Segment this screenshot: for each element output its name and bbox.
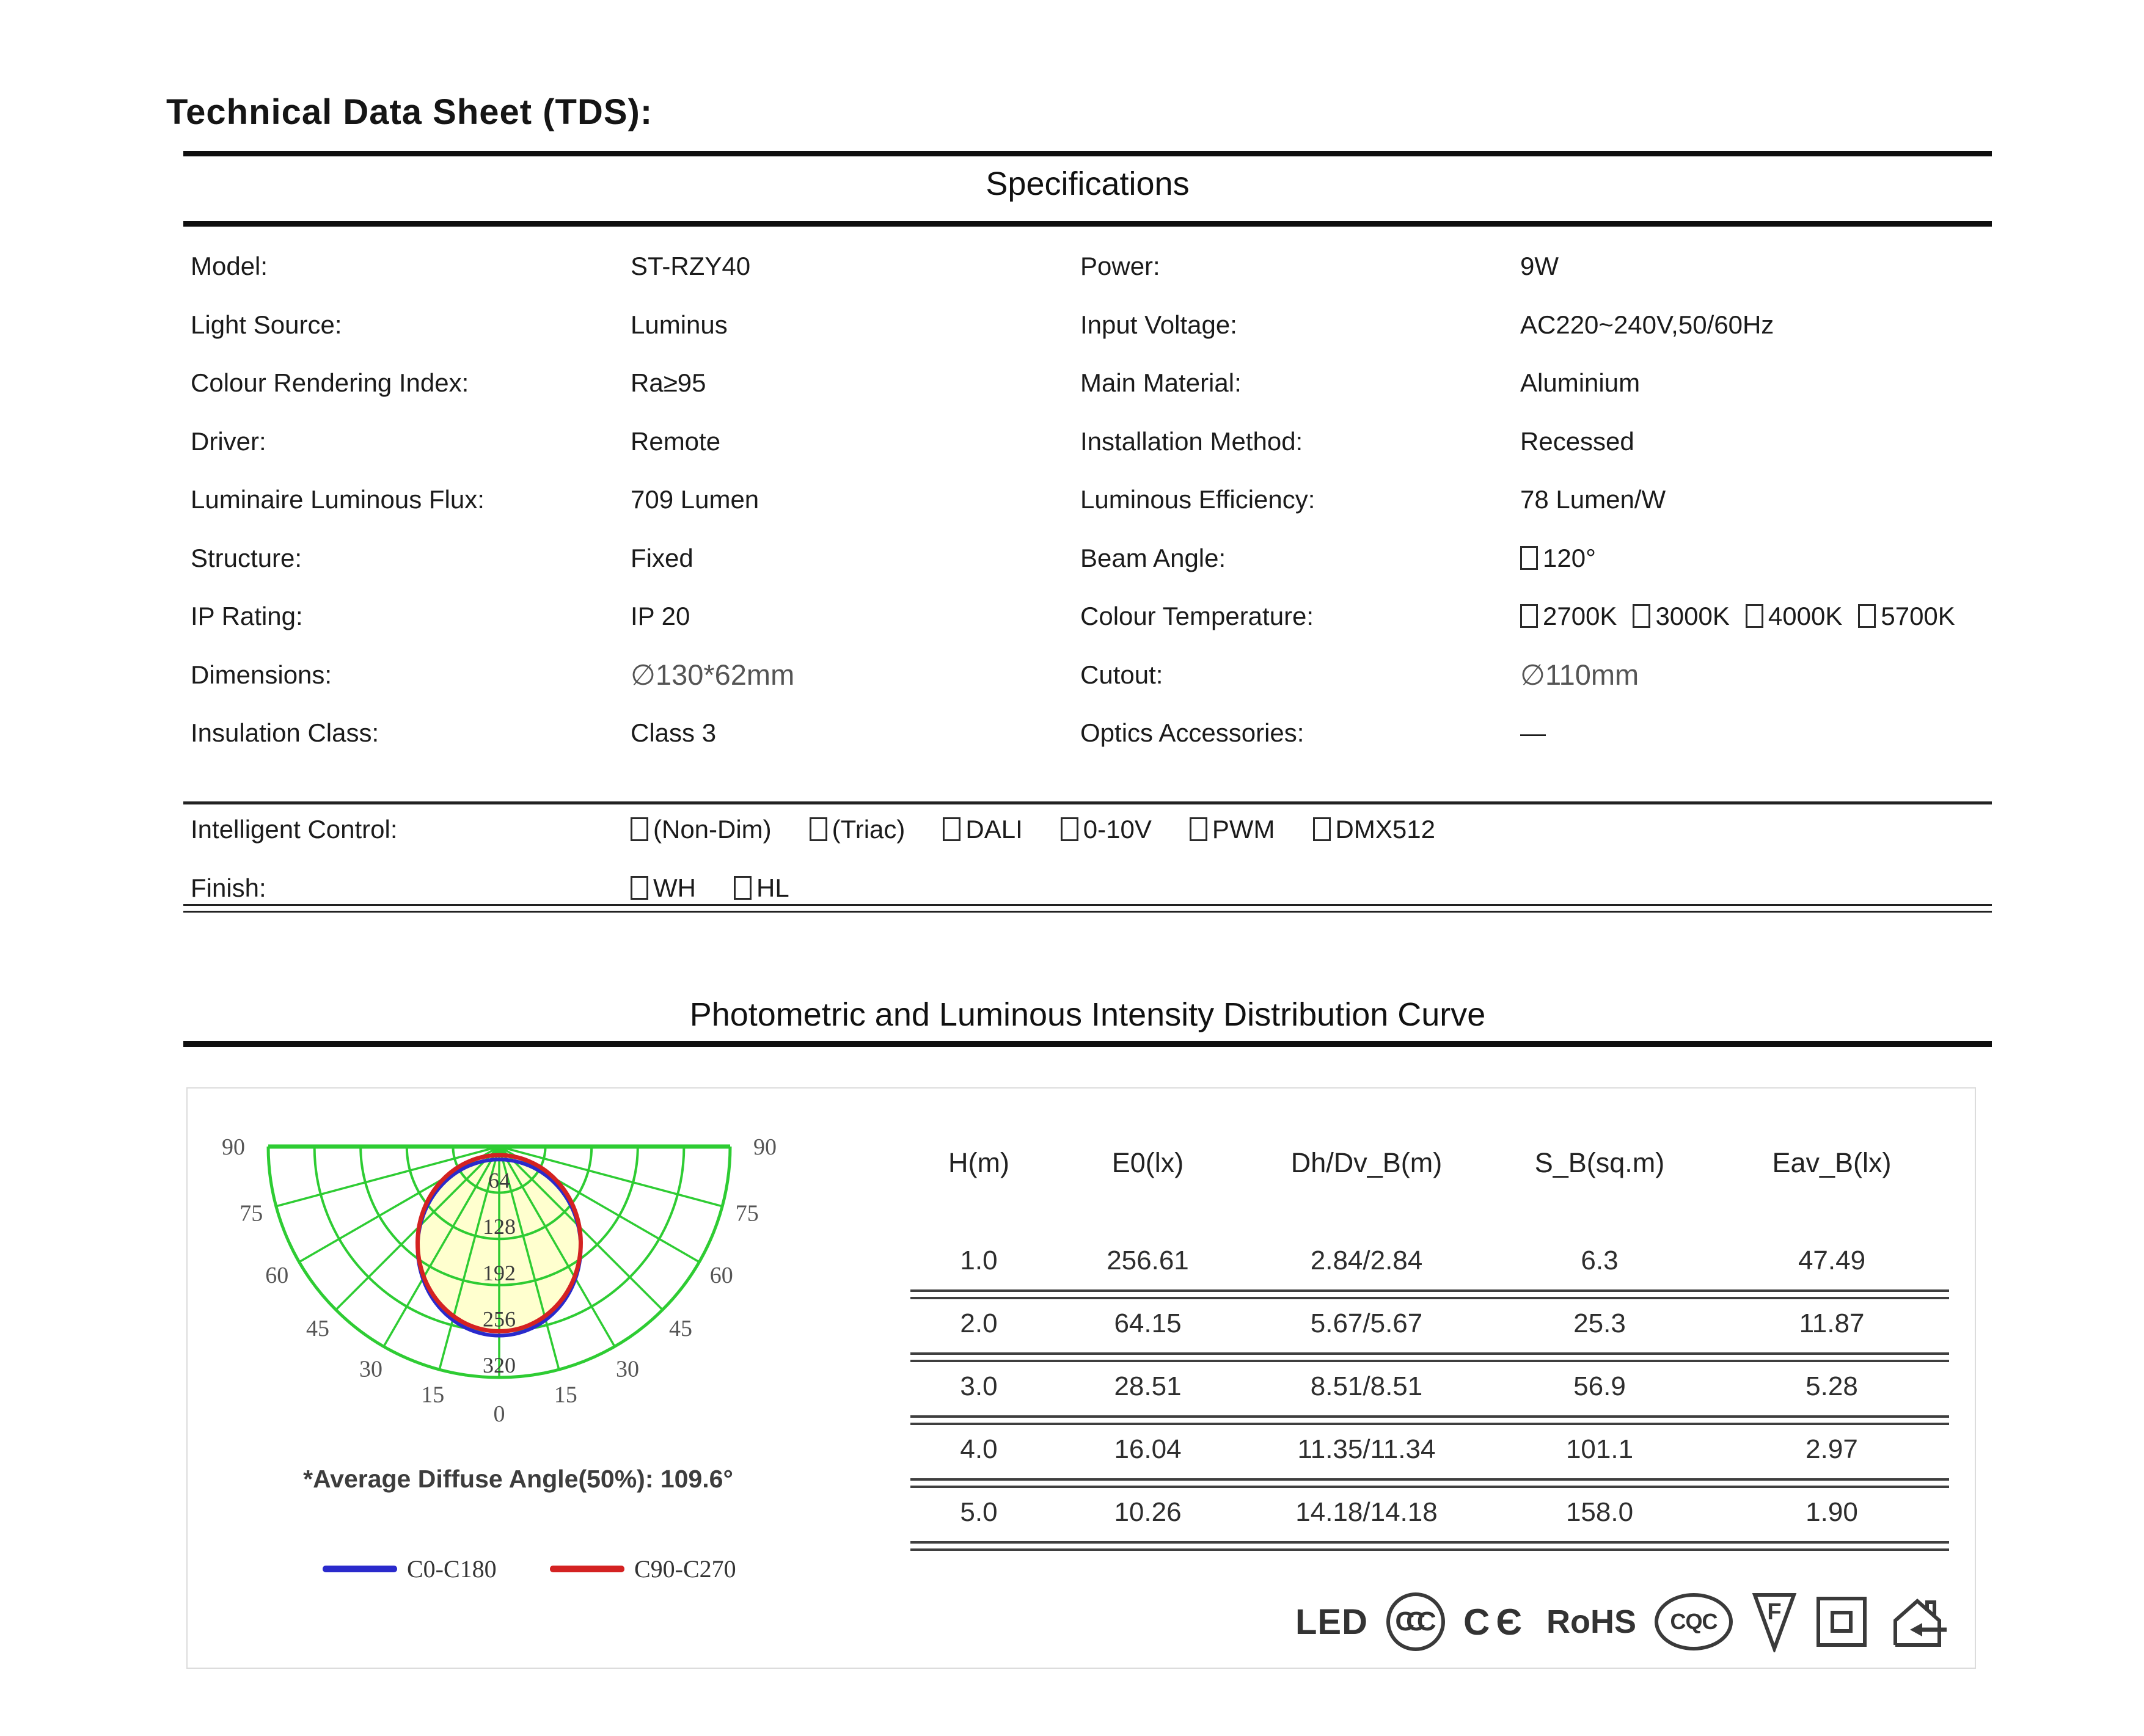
table-cell: 14.18/14.18: [1295, 1497, 1438, 1527]
table-cell: 2.84/2.84: [1310, 1245, 1423, 1275]
ccc-circle: [1386, 1592, 1445, 1651]
svg-text:F: F: [1767, 1599, 1782, 1625]
angle-label-0: 0: [493, 1401, 505, 1427]
divider-photometric: [183, 1041, 1992, 1047]
checkbox-label: 5700K: [1881, 602, 1955, 630]
legend-item-c90-c270: [550, 1550, 736, 1587]
checkbox-icon: [1746, 604, 1763, 628]
spec-label: Beam Angle:: [1080, 543, 1226, 572]
spec-value: ∅130*62mm: [631, 658, 795, 691]
table-row-divider: [910, 1541, 1949, 1551]
checkbox-icon: [1190, 817, 1207, 841]
checkbox-label: (Triac): [832, 815, 906, 844]
spec-value: IP 20: [631, 602, 690, 630]
table-cell: 6.3: [1581, 1245, 1619, 1275]
table-cell: 2.0: [960, 1308, 998, 1338]
spec-value: Class 3: [631, 718, 717, 747]
legend-swatch: [550, 1566, 624, 1572]
spec-options: [1520, 529, 1596, 587]
f-mark: [1751, 1591, 1798, 1652]
ring-label-64: 64: [488, 1168, 510, 1193]
cqc-oval: [1655, 1593, 1733, 1650]
angle-label-60: 60: [709, 1263, 733, 1288]
table-cell: 56.9: [1573, 1371, 1626, 1401]
indoor-use-mark: [1886, 1591, 1949, 1652]
f-mark-svg: [1751, 1591, 1798, 1652]
specifications-heading: Specifications: [986, 166, 1190, 202]
spec-options: [631, 800, 1435, 858]
checkbox-icon: [734, 876, 752, 900]
spec-label: Insulation Class:: [191, 718, 379, 747]
spec-label: Finish:: [191, 873, 266, 902]
checkbox-icon: [810, 817, 827, 841]
photometric-heading: Photometric and Luminous Intensity Distribution Curve: [689, 996, 1486, 1033]
ccc-text: CCC: [1395, 1607, 1428, 1636]
column-header-eav-b-lx: Eav_B(lx): [1772, 1147, 1892, 1178]
spec-label: Colour Rendering Index:: [191, 368, 469, 397]
led-label: [1295, 1602, 1368, 1643]
angle-label-30: 30: [616, 1356, 639, 1382]
cqc-mark: [1655, 1593, 1733, 1650]
checkbox-label: HL: [756, 873, 789, 902]
spec-value: Remote: [631, 426, 721, 456]
checkbox-label: 4000K: [1768, 602, 1843, 630]
table-cell: 256.61: [1107, 1245, 1189, 1275]
table-row: [910, 1420, 1949, 1478]
angle-label-75: 75: [735, 1200, 759, 1227]
table-cell: 8.51/8.51: [1310, 1371, 1423, 1401]
column-header-h-m: H(m): [948, 1147, 1009, 1178]
spec-value: ST-RZY40: [631, 252, 751, 280]
checkbox-icon: [943, 817, 960, 841]
legend-swatch: [323, 1566, 397, 1572]
checkbox-option-0-10v: [1061, 800, 1152, 858]
table-cell: 2.97: [1806, 1434, 1858, 1464]
table-cell: 64.15: [1114, 1308, 1182, 1338]
spec-label: Optics Accessories:: [1080, 718, 1304, 747]
checkbox-label: 2700K: [1543, 602, 1617, 630]
checkbox-icon: [631, 876, 648, 900]
checkbox-option-2700k: [1520, 587, 1617, 645]
angle-label-90: 90: [753, 1134, 777, 1160]
table-cell: 5.67/5.67: [1310, 1308, 1423, 1338]
angle-label-90: 90: [222, 1134, 245, 1160]
checkbox-icon: [1520, 604, 1538, 628]
angle-label-30: 30: [359, 1356, 382, 1382]
column-header-s-b-sq-m: S_B(sq.m): [1534, 1147, 1665, 1178]
checkbox-icon: [1520, 546, 1538, 570]
spec-label: Main Material:: [1080, 368, 1242, 397]
angle-label-45: 45: [668, 1315, 692, 1341]
checkbox-icon: [1633, 604, 1650, 628]
spec-value: 78 Lumen/W: [1520, 485, 1666, 514]
polar-intensity-chart: [208, 1121, 794, 1451]
angle-label-15: 15: [421, 1382, 445, 1408]
checkbox-option-triac: [810, 800, 906, 858]
angle-label-45: 45: [306, 1315, 330, 1341]
divider-specifications: [183, 221, 1992, 227]
checkbox-label: PWM: [1212, 815, 1275, 844]
table-cell: 11.87: [1799, 1308, 1865, 1338]
page-title: Technical Data Sheet (TDS):: [166, 92, 653, 132]
ring-label-256: 256: [483, 1307, 516, 1332]
rohs-label: [1546, 1603, 1636, 1641]
spec-value: Aluminium: [1520, 368, 1641, 397]
spec-label: Structure:: [191, 543, 302, 572]
checkbox-icon: [1313, 817, 1331, 841]
divider-control-bottom: [183, 904, 1992, 913]
checkbox-option-dmx512: [1313, 800, 1435, 858]
spec-value: 709 Lumen: [631, 485, 759, 514]
checkbox-option-5700k: [1858, 587, 1955, 645]
spec-label: IP Rating:: [191, 602, 303, 630]
checkbox-option-3000k: [1633, 587, 1729, 645]
ring-label-192: 192: [483, 1260, 516, 1285]
spec-label: Model:: [191, 252, 268, 280]
angle-label-60: 60: [265, 1263, 289, 1288]
divider-top: [183, 151, 1992, 156]
checkbox-label: 3000K: [1655, 602, 1730, 630]
ccc-mark: [1386, 1592, 1445, 1651]
spec-label: Intelligent Control:: [191, 815, 398, 844]
checkbox-label: DMX512: [1335, 815, 1435, 844]
spec-label: Dimensions:: [191, 660, 332, 689]
spec-options: [1520, 587, 1955, 645]
angle-label-75: 75: [240, 1200, 263, 1227]
spec-label: Power:: [1080, 252, 1160, 280]
spec-label: Input Voltage:: [1080, 310, 1237, 339]
checkbox-option-non-dim: [631, 800, 772, 858]
table-row: [910, 1231, 1949, 1289]
spec-label: Luminous Efficiency:: [1080, 485, 1315, 514]
indoor-use-svg: [1886, 1591, 1949, 1652]
table-cell: 158.0: [1565, 1497, 1634, 1527]
checkbox-option-4000k: [1746, 587, 1842, 645]
legend-label: C90-C270: [634, 1555, 736, 1583]
checkbox-option-dali: [943, 800, 1022, 858]
class-ii-svg: [1816, 1596, 1867, 1647]
table-cell: 1.0: [960, 1245, 998, 1275]
checkbox-option-pwm: [1190, 800, 1275, 858]
ring-label-128: 128: [483, 1214, 516, 1239]
spec-value: ∅110mm: [1520, 658, 1639, 691]
certification-icons: [1295, 1585, 1949, 1658]
checkbox-label: 0-10V: [1083, 815, 1152, 844]
legend-label: C0-C180: [407, 1555, 497, 1583]
angle-label-15: 15: [554, 1382, 577, 1408]
table-row: [910, 1483, 1949, 1541]
checkbox-option-120: [1520, 529, 1596, 587]
spec-label: Driver:: [191, 426, 266, 456]
spec-label: Light Source:: [191, 310, 342, 339]
checkbox-icon: [631, 817, 648, 841]
table-row: [910, 1294, 1949, 1352]
checkbox-icon: [1858, 604, 1876, 628]
table-cell: 10.26: [1114, 1497, 1182, 1527]
rohs-text: RoHS: [1546, 1603, 1637, 1640]
table-row: [910, 1357, 1949, 1415]
checkbox-label: DALI: [965, 815, 1023, 844]
column-header-dh-dv-b-m: Dh/Dv_B(m): [1290, 1147, 1443, 1178]
spec-value: Luminus: [631, 310, 728, 339]
checkbox-icon: [1061, 817, 1078, 841]
table-cell: 11.35/11.34: [1297, 1434, 1436, 1464]
table-cell: 3.0: [960, 1371, 998, 1401]
column-header-e0-lx: E0(lx): [1111, 1147, 1184, 1178]
spec-value: Ra≥95: [631, 368, 706, 397]
table-cell: 1.90: [1806, 1497, 1858, 1527]
cqc-text: CQC: [1670, 1609, 1718, 1634]
spec-value: Recessed: [1520, 426, 1634, 456]
table-cell: 25.3: [1573, 1308, 1626, 1338]
checkbox-label: WH: [653, 873, 696, 902]
table-cell: 16.04: [1114, 1434, 1182, 1464]
table-cell: 101.1: [1565, 1434, 1634, 1464]
checkbox-label: (Non-Dim): [653, 815, 772, 844]
ce-text: CЄ: [1463, 1601, 1529, 1643]
led-text: LED: [1295, 1602, 1368, 1642]
spec-value: —: [1520, 718, 1546, 747]
average-diffuse-angle-note: *Average Diffuse Angle(50%): 109.6°: [303, 1465, 733, 1493]
ring-label-320: 320: [483, 1353, 516, 1377]
spec-label: Luminaire Luminous Flux:: [191, 485, 485, 514]
spec-label: Installation Method:: [1080, 426, 1303, 456]
table-cell: 28.51: [1114, 1371, 1182, 1401]
spec-label: Colour Temperature:: [1080, 602, 1314, 630]
table-cell: 5.0: [960, 1497, 998, 1527]
polar-chart-svg: [208, 1121, 794, 1451]
table-cell: 47.49: [1798, 1245, 1866, 1275]
spec-value: 9W: [1520, 252, 1559, 280]
checkbox-label: 120°: [1543, 543, 1596, 572]
legend-item-c0-c180: [323, 1550, 497, 1587]
spec-value: Fixed: [631, 543, 693, 572]
table-cell: 4.0: [960, 1434, 998, 1464]
table-cell: 5.28: [1806, 1371, 1858, 1401]
class-ii-mark: [1816, 1596, 1867, 1647]
ce-mark: [1463, 1601, 1528, 1643]
spec-label: Cutout:: [1080, 660, 1163, 689]
spec-value: AC220~240V,50/60Hz: [1520, 310, 1774, 339]
table-header-row: [910, 1134, 1949, 1192]
